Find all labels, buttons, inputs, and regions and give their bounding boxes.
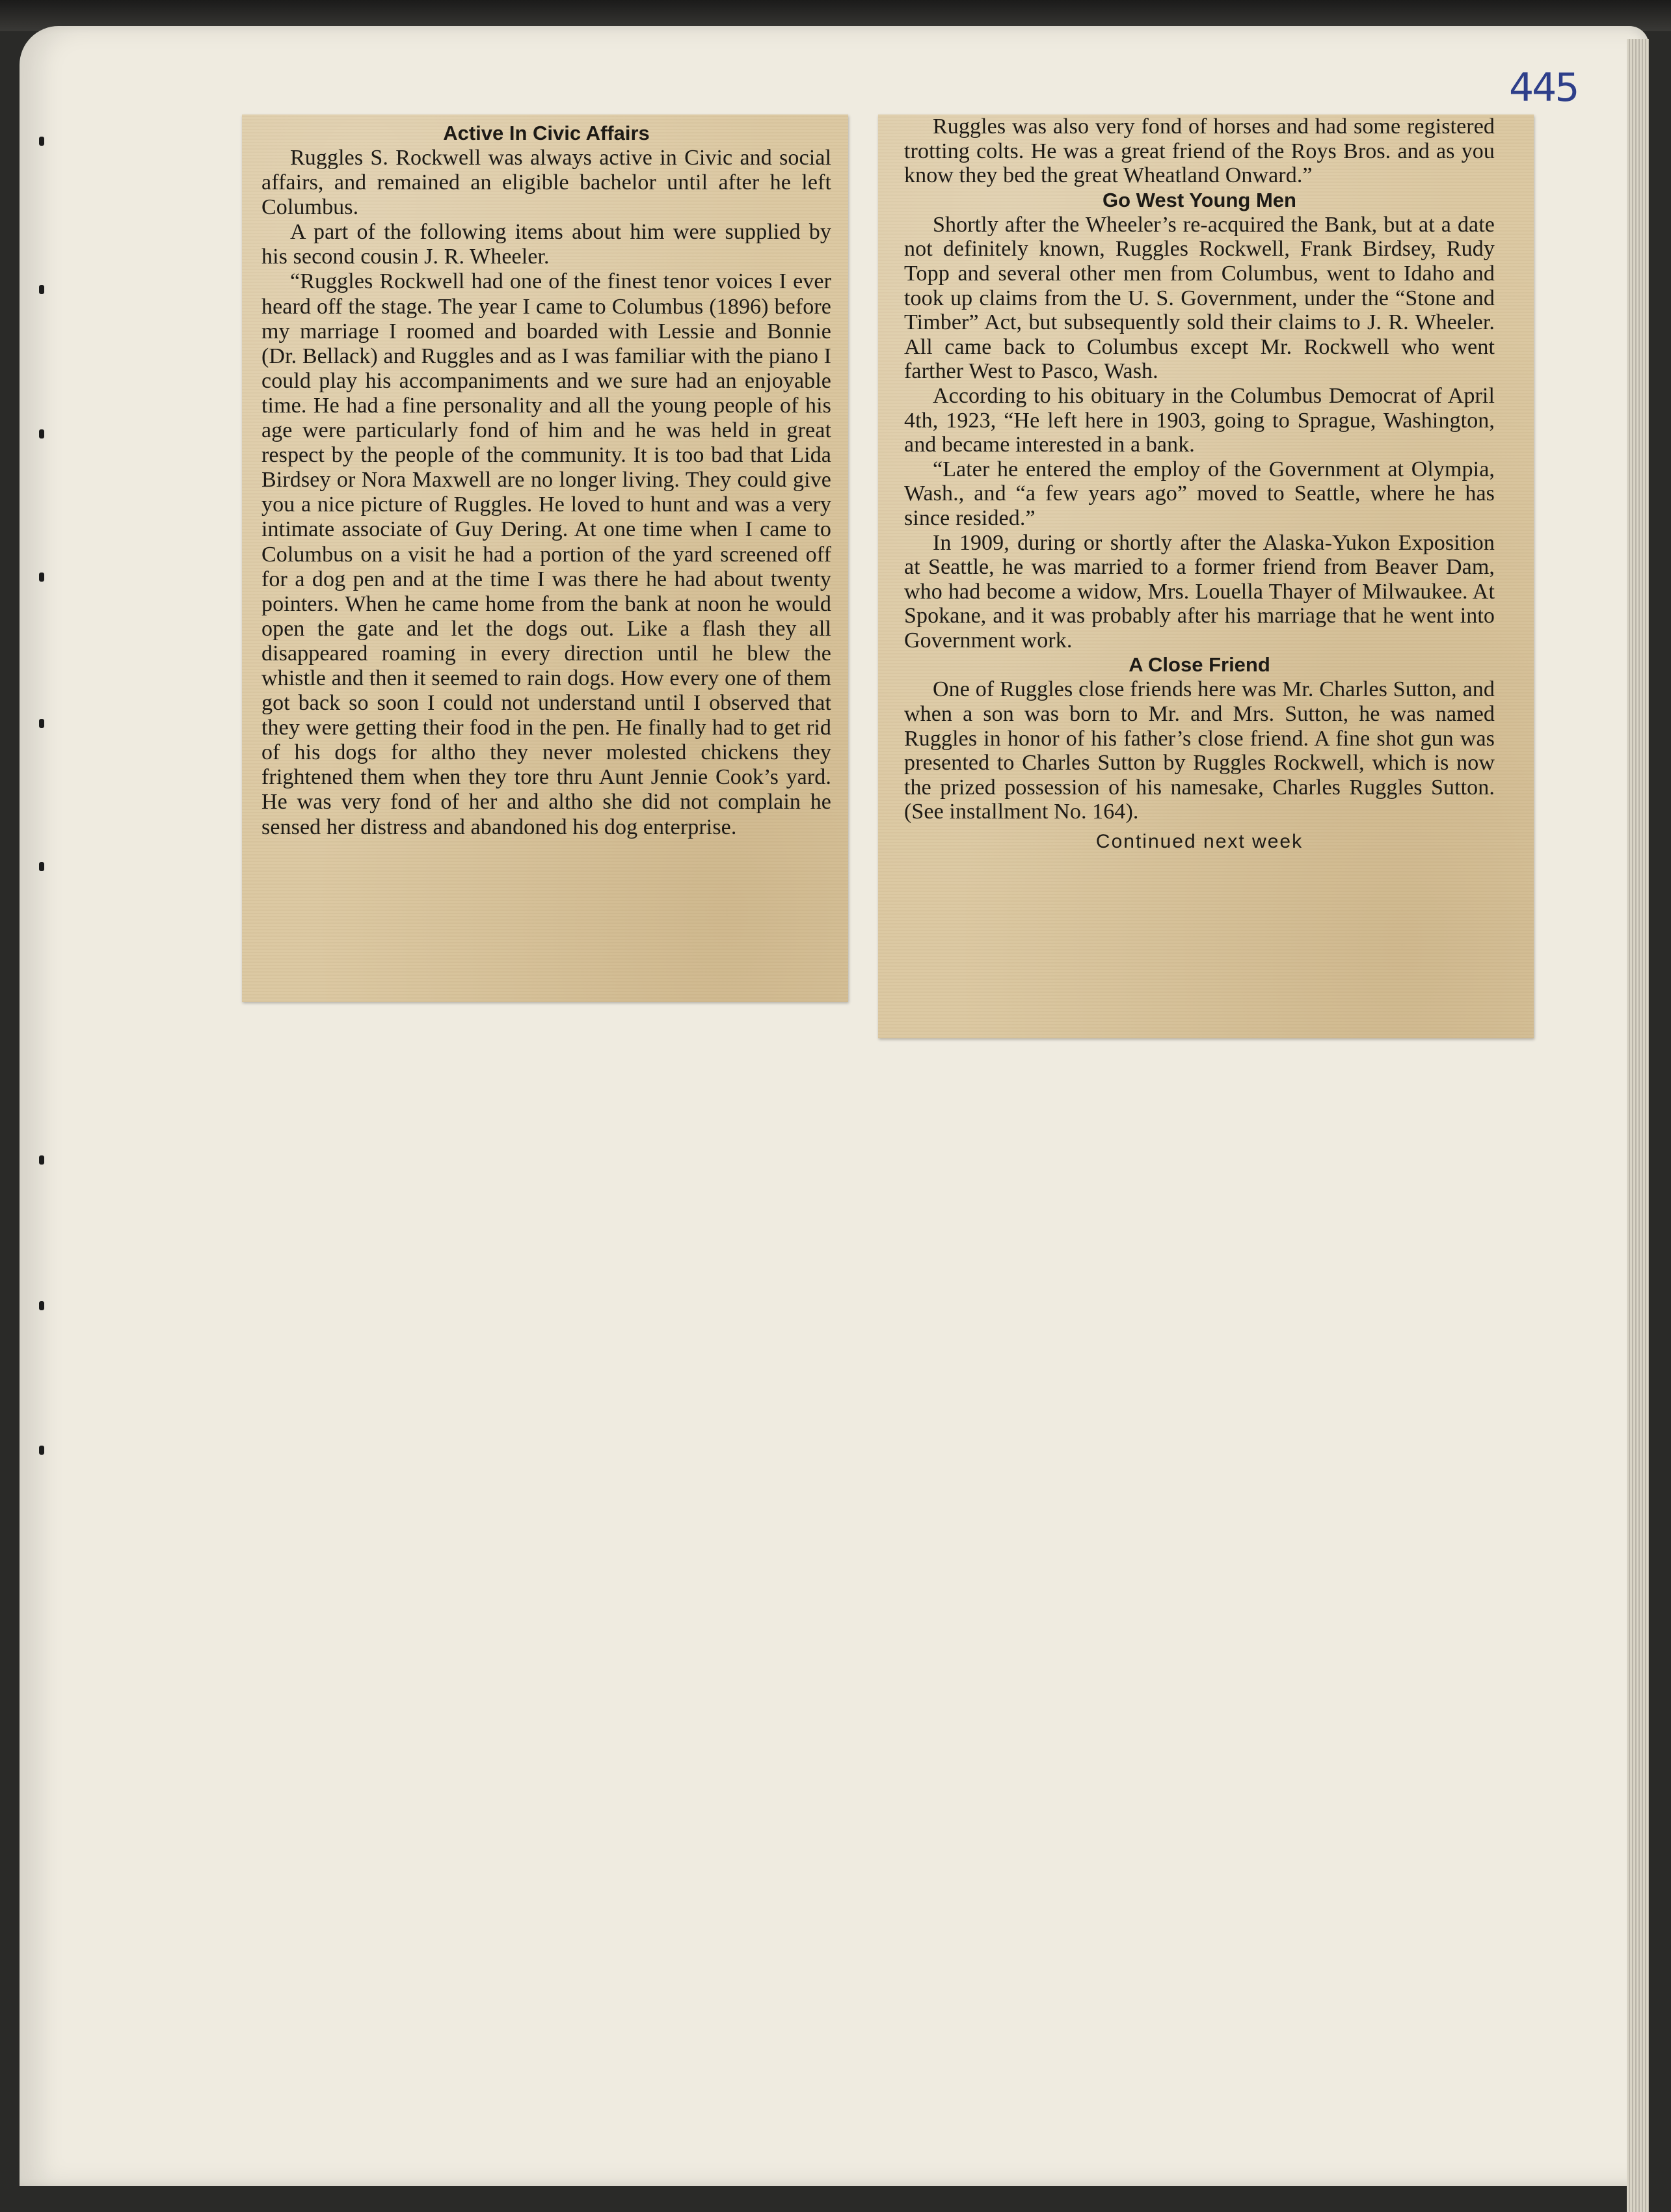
binding-hole (39, 285, 44, 294)
paragraph: Ruggles was also very fond of horses and had some registered trotting colts. He was a great friend of the Roys Bros. and as you know they bed the great Wheatland Onward.” (904, 115, 1495, 188)
binding-hole (39, 862, 44, 871)
binding-hole (39, 1446, 44, 1455)
paragraph: “Later he entered the employ of the Government at Olympia, Wash., and “a few years ago” moved to Seattle, where he has since resided.” (904, 457, 1495, 530)
paragraph: Ruggles S. Rockwell was always active in Civic and social affairs, and remained an eligible bachelor until after he left Columbus. (261, 146, 831, 220)
binding-hole (39, 429, 44, 438)
binding-hole (39, 137, 44, 146)
paragraph: According to his obituary in the Columbus Democrat of April 4th, 1923, “He left here in 1903, going to Sprague, Washington, and became interested in a bank. (904, 383, 1495, 457)
paragraph: Shortly after the Wheeler’s re-acquired the Bank, but at a date not definitely known, Ruggles Rockwell, Frank Birdsey, Rudy Topp and several other men from Columbus, went to Idaho and took up claims from the U. S. Government, under the “Stone and Timber” Act, but subsequently sold their claims to J. R. Wheeler. All came back to Columbus except Mr. Rockwell who went farther West to Pasco, Wash. (904, 212, 1495, 384)
binding-hole (39, 573, 44, 582)
paragraph: “Ruggles Rockwell had one of the finest tenor voices I ever heard off the stage. The year I came to Columbus (1896) before my marriage I roomed and boarded with Lessie and Bonnie (Dr. Bellack) and Ruggles and as I was familiar with the piano I could play his accompaniments and we sure had an enjoyable time. He had a fine personality and all the young people of his age were particularly fond of him and he was held in great respect by the people of the community. It is too bad that Lida Birdsey or Nora Maxwell are no longer living. They could give you a nice picture of Ruggles. He loved to hunt and was a very intimate associate of Guy Dering. At one time when I came to Columbus on a visit he had a portion of the yard screened off for a dog pen and at the time I was there he had about twenty pointers. When he came home from the bank at noon he would open the gate and let the dogs out. Like a flash they all disappeared roaming in every direction until he blew the whistle and then it seemed to rain dogs. How every one of them got back so soon I could not understand until I observed that they were getting their food in the pen. He finally had to get rid of his dogs for altho they never molested chickens they frightened them when they tore thru Aunt Jennie Cook’s yard. He was very fond of her and altho she did not complain he sensed her distress and abandoned his dog enterprise. (261, 269, 831, 839)
page-number: 445 (1509, 65, 1578, 111)
article-heading: Active In Civic Affairs (443, 122, 650, 144)
page-stack-edge (1627, 39, 1649, 2212)
section-heading: Go West Young Men (1103, 188, 1296, 211)
section-heading: A Close Friend (1129, 653, 1270, 677)
binding-hole (39, 719, 44, 728)
newspaper-clipping-left (242, 115, 848, 1002)
paragraph: In 1909, during or shortly after the Alaska-Yukon Exposition at Seattle, he was married to a former friend from Beaver Dam, who had become a widow, Mrs. Louella Thayer of Milwaukee. At Spokane, and it was probably after his marriage that he went into Government work. (904, 530, 1495, 653)
paragraph: One of Ruggles close friends here was Mr. Charles Sutton, and when a son was born to Mr. and Mrs. Sutton, he was named Ruggles in honor of his father’s close friend. A fine shot gun was presented to Charles Sutton by Ruggles Rockwell, which is now the prized possession of his namesake, Charles Ruggles Sutton. (See installment No. 164). (904, 677, 1495, 824)
continued-note: Continued next week (1095, 831, 1303, 853)
newspaper-clipping-right (878, 115, 1534, 1038)
binding-hole (39, 1301, 44, 1310)
paragraph: A part of the following items about him were supplied by his second cousin J. R. Wheeler. (261, 220, 831, 269)
binding-hole (39, 1155, 44, 1165)
